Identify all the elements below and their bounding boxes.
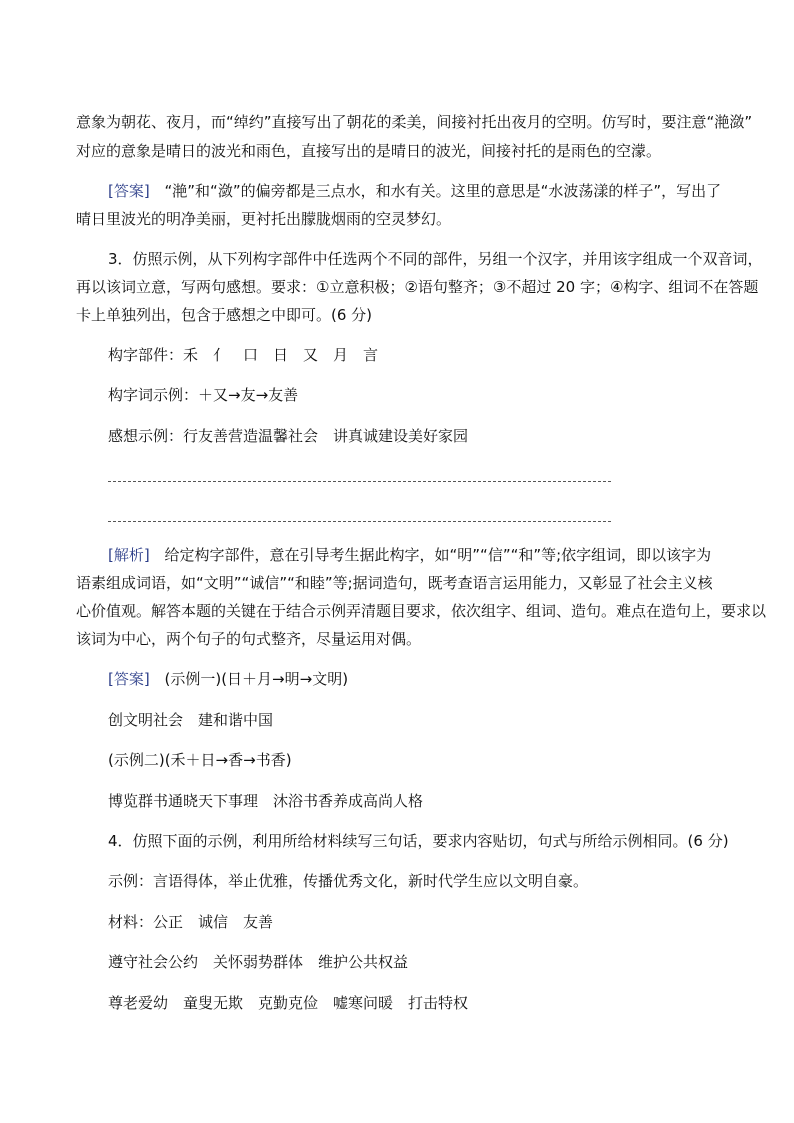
answer-tag: [答案] xyxy=(108,670,150,688)
analysis-3-line-3: 心价值观。解答本题的关键在于结合示例弄清题目要求，依次组字、组词、造句。难点在造句上，要求以 xyxy=(76,602,767,620)
paragraph-1-line-1: 意象为朝花、夜月，而“绰约”直接写出了朝花的柔美，间接衬托出夜月的空明。仿写时，要注意“滟潋” xyxy=(76,113,753,131)
analysis-3-line-4: 该词为中心，两个句子的句式整齐，尽量运用对偶。 xyxy=(76,630,422,648)
question-3-line-1: 3．仿照示例，从下列构字部件中任选两个不同的部件，另组一个汉字，并用该字组成一个双音词， xyxy=(108,250,763,268)
question-4-material: 材料：公正 诚信 友善 xyxy=(108,913,274,931)
component-list: 构字部件：禾 亻 口 日 又 月 言 xyxy=(108,346,379,364)
analysis-3-line-2: 语素组成词语，如“文明”“诚信”“和睦”等;据词造句，既考查语言运用能力，又彰显了社会主义核 xyxy=(76,574,713,592)
paragraph-1-line-2: 对应的意象是晴日的波光和雨色，直接写出的是晴日的波光，间接衬托的是雨色的空濛。 xyxy=(76,142,662,160)
answer-3-example-2-text: 博览群书通晓天下事理 沐浴书香养成高尚人格 xyxy=(108,792,424,810)
analysis-3-line-1 xyxy=(108,545,711,565)
answer-1-line-1 xyxy=(108,181,721,201)
answer-3-example-1-head: (示例一)(日＋月→明→文明) xyxy=(164,670,349,688)
question-4-example: 示例：言语得体，举止优雅，传播优秀文化，新时代学生应以文明自豪。 xyxy=(108,872,589,890)
question-4-line-1: 4．仿照下面的示例，利用所给材料续写三句话，要求内容贴切，句式与所给示例相同。(6 分) xyxy=(108,832,729,850)
answer-3-line-1 xyxy=(108,669,348,689)
question-3-line-2: 再以该词立意，写两句感想。要求：①立意积极；②语句整齐；③不超过 20 字；④构字、组词不在答题 xyxy=(76,278,759,296)
answer-3-example-1-text: 创文明社会 建和谐中国 xyxy=(108,711,274,729)
analysis-tag: [解析] xyxy=(108,546,150,564)
answer-1-text: “滟”和“潋”的偏旁都是三点水，和水有关。这里的意思是“水波荡漾的样子”，写出了 xyxy=(164,182,722,200)
answer-3-example-2-head: (示例二)(禾＋日→香→书香) xyxy=(108,751,292,769)
question-4-option-1: 遵守社会公约 关怀弱势群体 维护公共权益 xyxy=(108,953,409,971)
answer-blank-line-1 xyxy=(108,481,611,482)
answer-blank-line-2 xyxy=(108,521,611,522)
thought-example: 感想示例：行友善营造温馨社会 讲真诚建设美好家园 xyxy=(108,427,469,445)
answer-1-line-2: 晴日里波光的明净美丽，更衬托出朦胧烟雨的空灵梦幻。 xyxy=(76,210,452,228)
question-3-line-3: 卡上单独列出，包含于感想之中即可。(6 分) xyxy=(76,306,373,324)
word-example: 构字词示例：＋又→友→友善 xyxy=(108,386,299,404)
question-4-option-2: 尊老爱幼 童叟无欺 克勤克俭 嘘寒问暖 打击特权 xyxy=(108,994,469,1012)
analysis-3-text: 给定构字部件，意在引导考生据此构字，如“明”“信”“和”等;依字组词，即以该字为 xyxy=(164,546,712,564)
answer-tag: [答案] xyxy=(108,182,150,200)
